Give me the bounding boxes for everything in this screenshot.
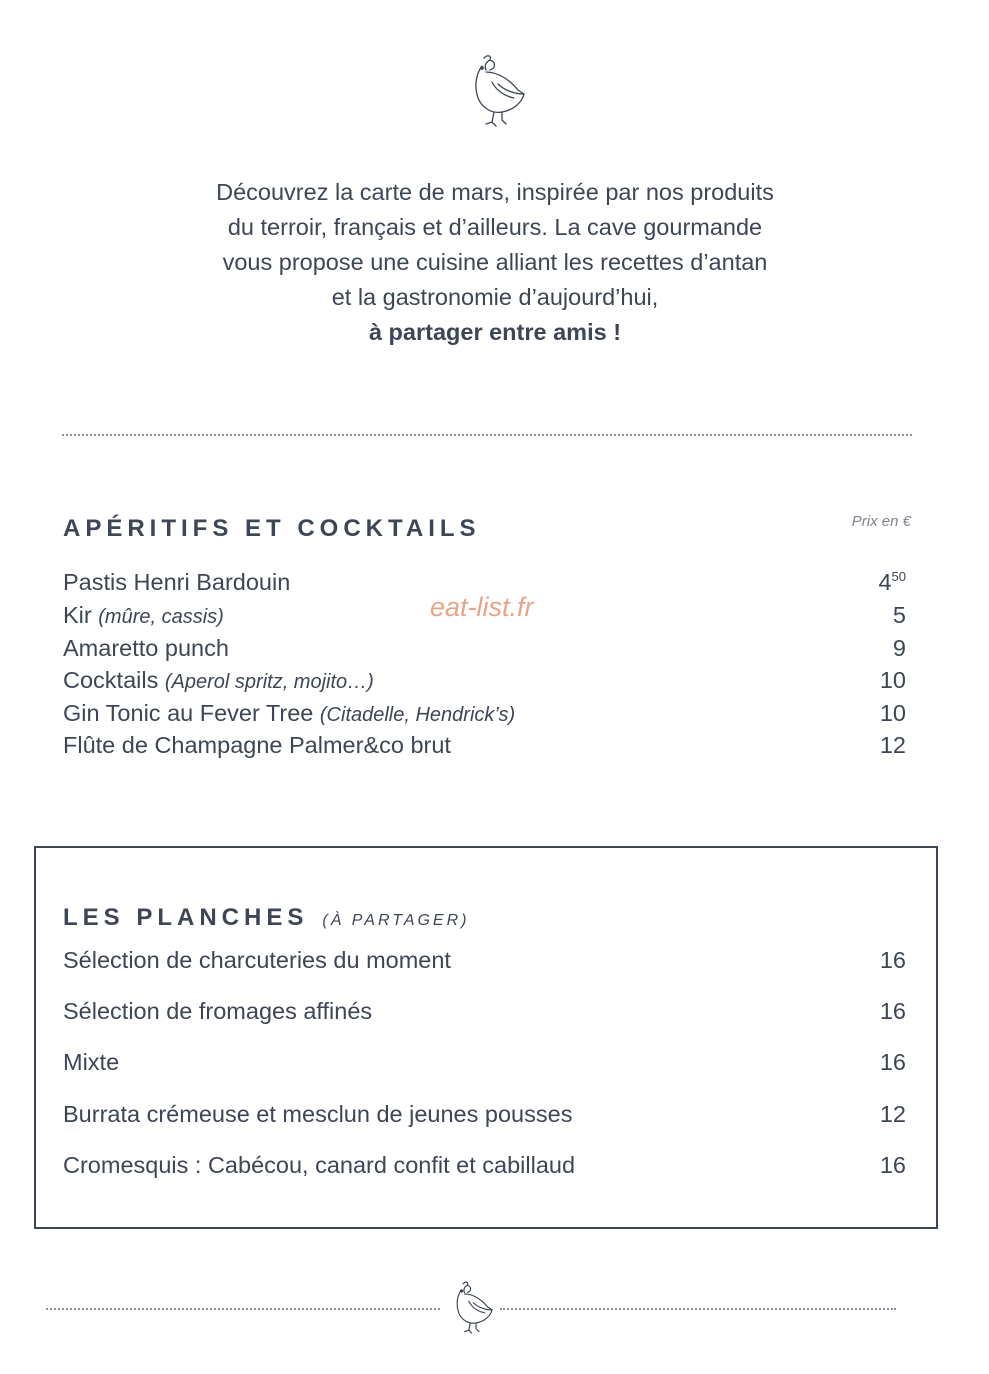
item-price: 12 <box>879 732 906 758</box>
item-name: Amaretto punch <box>63 635 229 661</box>
item-note: (Aperol spritz, mojito…) <box>164 671 374 693</box>
intro-line: Découvrez la carte de mars, inspirée par nos produits <box>216 179 774 205</box>
item-price: $4^{50}$ <box>878 569 906 595</box>
menu-item <box>63 732 906 762</box>
item-name: Sélection de fromages affinés <box>63 998 373 1024</box>
item-price: 5 <box>892 602 906 628</box>
bird-logo-icon <box>446 1278 496 1336</box>
item-price: 16 <box>879 1049 906 1075</box>
menu-item <box>63 1152 906 1184</box>
intro-tagline: à partager entre amis ! <box>368 319 622 345</box>
item-note: (Citadelle, Hendrick’s) <box>319 704 516 726</box>
intro-line: du terroir, français et d’ailleurs. La cave gourmande <box>227 214 763 240</box>
item-price: 9 <box>892 635 906 661</box>
price-note: Prix en € <box>851 513 911 530</box>
menu-item <box>63 700 906 730</box>
item-name: Sélection de charcuteries du moment <box>63 947 451 973</box>
intro-line: et la gastronomie d’aujourd’hui, <box>331 284 659 310</box>
item-name: Cocktails <box>63 667 165 693</box>
dotted-divider <box>500 1308 896 1310</box>
item-note: (mûre, cassis) <box>98 606 224 628</box>
dotted-divider <box>46 1308 440 1310</box>
dotted-divider <box>62 434 912 436</box>
section-title-planches <box>63 904 469 932</box>
item-price: 16 <box>879 1152 906 1178</box>
item-price: 10 <box>879 700 906 726</box>
item-price: 10 <box>879 667 906 693</box>
item-price: 16 <box>879 947 906 973</box>
item-name: Pastis Henri Bardouin <box>63 569 291 595</box>
price-cents: 50 <box>891 569 906 584</box>
menu-item <box>63 947 906 979</box>
item-name: Gin Tonic au Fever Tree <box>63 700 320 726</box>
intro-line: vous propose une cuisine alliant les recettes d’antan <box>222 249 768 275</box>
item-name: Cromesquis : Cabécou, canard confit et cabillaud <box>63 1152 576 1178</box>
planches-subtitle: (À PARTAGER) <box>322 912 470 929</box>
item-price: 12 <box>879 1101 906 1127</box>
item-name: Burrata crémeuse et mesclun de jeunes pousses <box>63 1101 573 1127</box>
item-name: Flûte de Champagne Palmer&co brut <box>63 732 451 758</box>
item-price: 16 <box>879 998 906 1024</box>
intro-text <box>150 175 840 350</box>
menu-item <box>63 998 906 1030</box>
item-name: Mixte <box>63 1049 120 1075</box>
menu-item <box>63 667 906 697</box>
item-name: Kir <box>63 602 99 628</box>
menu-item <box>63 1101 906 1133</box>
bird-logo-icon <box>462 50 528 130</box>
menu-item <box>63 635 906 665</box>
planches-title: LES PLANCHES <box>63 904 309 931</box>
section-title-aperitifs: APÉRITIFS ET COCKTAILS <box>63 515 481 542</box>
menu-item <box>63 1049 906 1081</box>
watermark: eat-list.fr <box>430 592 534 622</box>
